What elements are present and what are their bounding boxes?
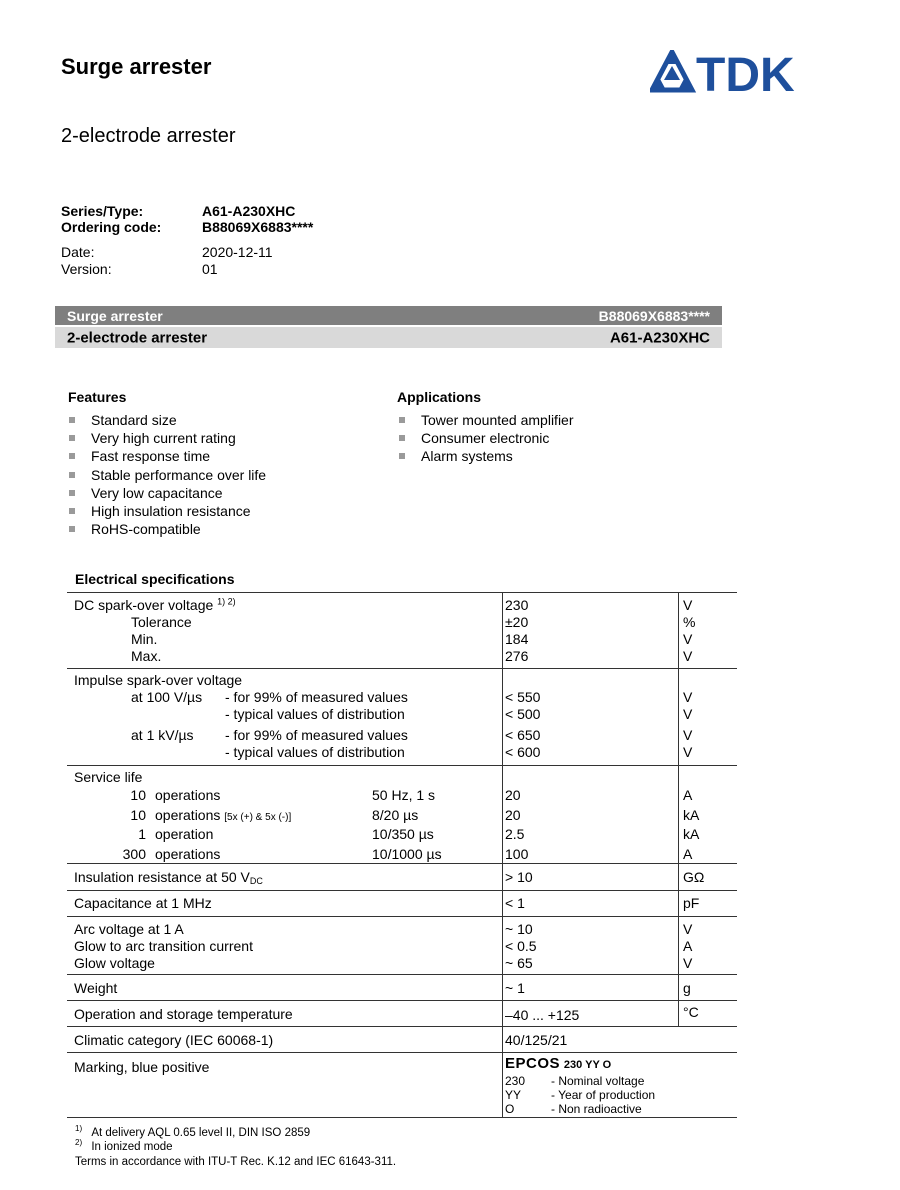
capacitance-label: Capacitance at 1 MHz — [74, 895, 212, 911]
weight-label: Weight — [74, 980, 118, 996]
footnote-mark: 1) — [75, 1124, 83, 1133]
weight-unit: g — [683, 980, 691, 996]
glow-transition-value: < 0.5 — [505, 938, 537, 954]
service-value: 20 — [505, 787, 521, 803]
dc-min-value: 184 — [505, 631, 529, 647]
list-item: Consumer electronic — [397, 429, 574, 447]
marking-label: Marking, blue positive — [74, 1059, 210, 1075]
dc-label: DC spark-over voltage — [74, 597, 214, 613]
service-count: 300 — [122, 846, 146, 862]
impulse-value: < 550 — [505, 689, 541, 705]
impulse-unit: V — [683, 689, 693, 705]
service-unit: kA — [683, 826, 700, 842]
service-count: 10 — [130, 787, 146, 803]
service-value: 2.5 — [505, 826, 525, 842]
dc-max-value: 276 — [505, 648, 529, 664]
impulse-value: < 650 — [505, 727, 541, 743]
impulse-value: < 500 — [505, 706, 541, 722]
service-cond: 8/20 µs — [372, 807, 419, 823]
glow-voltage-unit: V — [683, 955, 693, 971]
product-subbar-type: A61-A230XHC — [609, 329, 710, 346]
table-row — [67, 975, 737, 1001]
features-list — [67, 411, 266, 538]
product-bar-code: B88069X6883**** — [598, 307, 710, 324]
arc-label: Arc voltage at 1 A — [74, 921, 184, 937]
table-row — [67, 917, 737, 975]
weight-value: ~ 1 — [505, 980, 525, 996]
footnote-mark: 2) — [75, 1138, 83, 1147]
temperature-unit: °C — [683, 1004, 699, 1020]
service-op: operations — [155, 846, 221, 862]
impulse-desc: - typical values of distribution — [225, 706, 405, 722]
spec-table — [67, 592, 737, 1118]
marking-key: 230 — [505, 1074, 526, 1088]
impulse-value: < 600 — [505, 744, 541, 760]
glow-voltage-value: ~ 65 — [505, 955, 533, 971]
capacitance-value: < 1 — [505, 895, 525, 911]
climatic-value: 40/125/21 — [505, 1032, 568, 1048]
footnote-2 — [75, 1138, 173, 1153]
dc-tol-label: Tolerance — [131, 614, 192, 630]
dc-tol-unit: % — [683, 614, 696, 630]
list-item: Alarm systems — [397, 447, 574, 465]
service-unit: A — [683, 846, 693, 862]
page-title: Surge arrester — [61, 54, 212, 79]
table-row — [67, 669, 737, 766]
impulse-desc: - for 99% of measured values — [225, 689, 408, 705]
marking-desc: - Nominal voltage — [551, 1074, 645, 1088]
tdk-emblem-icon — [652, 52, 692, 90]
glow-transition-label: Glow to arc transition current — [74, 938, 253, 954]
date-value: 2020-12-11 — [202, 244, 273, 260]
insulation-label: Insulation resistance at 50 V — [74, 869, 250, 885]
dc-value: 230 — [505, 597, 529, 613]
product-subbar-title: 2-electrode arrester — [67, 329, 208, 346]
table-row — [67, 891, 737, 917]
impulse-unit: V — [683, 727, 693, 743]
footnote-1 — [75, 1124, 310, 1139]
service-op: operation — [155, 826, 214, 842]
dc-tol-value: ±20 — [505, 614, 529, 630]
service-cond: 10/1000 µs — [372, 846, 442, 862]
impulse-desc: - for 99% of measured values — [225, 727, 408, 743]
service-value: 100 — [505, 846, 529, 862]
impulse-rate-1k: at 1 kV/µs — [131, 727, 194, 743]
marking-key: YY — [505, 1088, 522, 1102]
service-op: operations — [155, 787, 221, 803]
list-item: RoHS-compatible — [67, 520, 266, 538]
table-row — [67, 766, 737, 864]
impulse-unit: V — [683, 706, 693, 722]
footnote-text: In ionized mode — [91, 1140, 173, 1153]
service-count: 10 — [130, 807, 146, 823]
capacitance-unit: pF — [683, 895, 700, 911]
impulse-rate-100: at 100 V/µs — [131, 689, 203, 705]
table-row — [67, 592, 737, 669]
service-cond: 50 Hz, 1 s — [372, 787, 436, 803]
impulse-label: Impulse spark-over voltage — [74, 672, 243, 688]
date-label: Date: — [61, 244, 95, 260]
service-cond: 10/350 µs — [372, 826, 434, 842]
dc-footnote-ref: 1) 2) — [217, 596, 236, 607]
list-item: Stable performance over life — [67, 466, 266, 484]
features-heading: Features — [68, 389, 127, 405]
service-count: 1 — [138, 826, 146, 842]
marking-code: 230 YY O — [563, 1059, 612, 1071]
version-value: 01 — [202, 261, 218, 277]
footnote-text: At delivery AQL 0.65 level II, DIN ISO 2859 — [91, 1126, 311, 1139]
service-value: 20 — [505, 807, 521, 823]
table-row — [67, 1027, 737, 1053]
dc-max-unit: V — [683, 648, 693, 664]
table-row — [67, 1053, 737, 1118]
applications-list — [397, 411, 574, 466]
tdk-logo — [650, 50, 845, 96]
list-item: Very high current rating — [67, 429, 266, 447]
tdk-wordmark: TDK — [696, 50, 795, 96]
list-item: Very low capacitance — [67, 484, 266, 502]
marking-key: O — [505, 1102, 515, 1116]
product-bar-title: Surge arrester — [67, 307, 163, 324]
glow-transition-unit: A — [683, 938, 693, 954]
service-note: [5x (+) & 5x (-)] — [224, 812, 292, 823]
version-label: Version: — [61, 261, 112, 277]
insulation-unit: GΩ — [683, 869, 705, 885]
marking-desc: - Year of production — [551, 1088, 656, 1102]
list-item: Standard size — [67, 411, 266, 429]
service-label: Service life — [74, 769, 143, 785]
marking-desc: - Non radioactive — [551, 1102, 642, 1116]
product-subbar — [55, 327, 722, 348]
series-label: Series/Type: — [61, 203, 144, 219]
service-op: operations — [155, 807, 221, 823]
impulse-unit: V — [683, 744, 693, 760]
applications-heading: Applications — [397, 389, 482, 405]
service-unit: A — [683, 787, 693, 803]
dc-min-unit: V — [683, 631, 693, 647]
dc-max-label: Max. — [131, 648, 162, 664]
ordering-label: Ordering code: — [61, 219, 162, 235]
insulation-value: > 10 — [505, 869, 533, 885]
glow-voltage-label: Glow voltage — [74, 955, 155, 971]
epcos-brand: EPCOS — [505, 1055, 561, 1072]
list-item: High insulation resistance — [67, 502, 266, 520]
dc-min-label: Min. — [131, 631, 158, 647]
temperature-value: –40 ... +125 — [505, 1007, 580, 1023]
impulse-desc: - typical values of distribution — [225, 744, 405, 760]
table-row — [67, 1001, 737, 1027]
list-item: Tower mounted amplifier — [397, 411, 574, 429]
spec-heading: Electrical specifications — [75, 571, 235, 587]
list-item: Fast response time — [67, 447, 266, 465]
climatic-label: Climatic category (IEC 60068-1) — [74, 1032, 274, 1048]
insulation-subscript: DC — [249, 876, 263, 886]
ordering-value: B88069X6883**** — [202, 219, 314, 235]
terms-note: Terms in accordance with ITU-T Rec. K.12 and IEC 61643-311. — [75, 1156, 397, 1168]
temperature-label: Operation and storage temperature — [74, 1006, 293, 1022]
table-row — [67, 864, 737, 891]
product-bar — [55, 306, 722, 325]
arc-value: ~ 10 — [505, 921, 533, 937]
service-unit: kA — [683, 807, 700, 823]
arc-unit: V — [683, 921, 693, 937]
series-value: A61-A230XHC — [202, 203, 296, 219]
dc-unit: V — [683, 597, 693, 613]
page-subtitle: 2-electrode arrester — [61, 125, 236, 147]
